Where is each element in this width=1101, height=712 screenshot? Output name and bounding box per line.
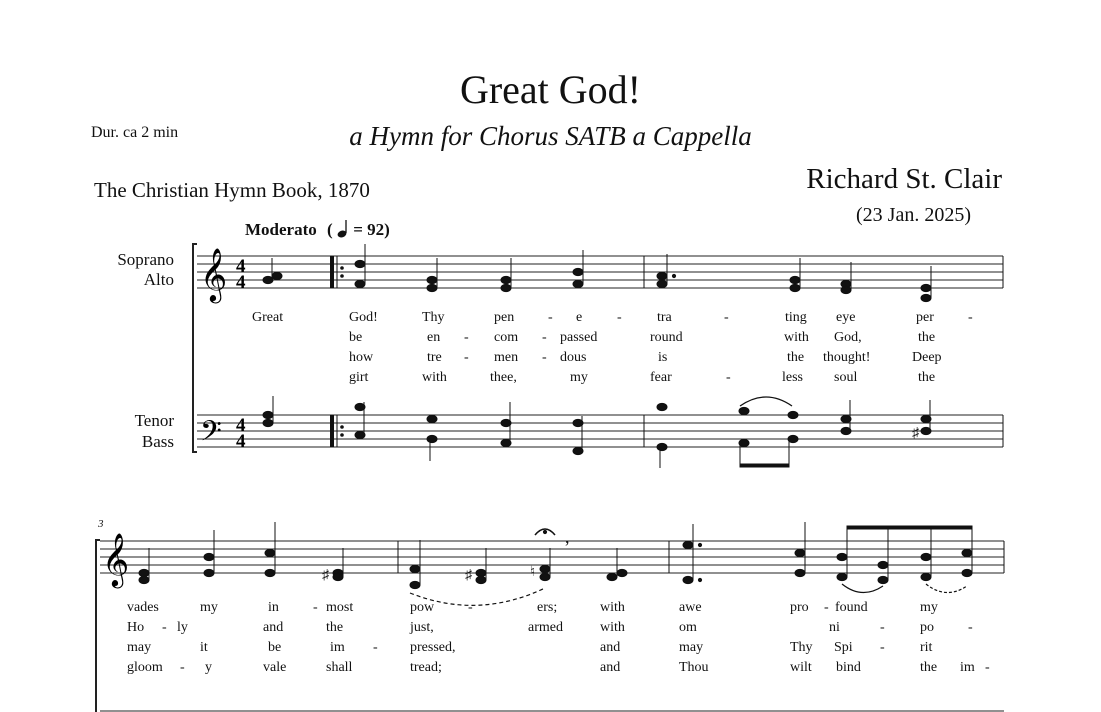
lyric-syllable: in	[268, 600, 279, 615]
lyric-syllable: my	[920, 600, 938, 615]
lyric-syllable: and	[600, 640, 621, 655]
lyric-syllable: armed	[528, 620, 563, 635]
piece-title: Great God!	[459, 67, 642, 112]
lyric-syllable: pen	[494, 310, 515, 325]
lyric-syllable: Thy	[422, 310, 445, 325]
lyric-syllable: tra	[657, 310, 672, 325]
lyric-syllable: with	[422, 370, 447, 385]
lyric-syllable: tread;	[410, 660, 442, 675]
lyric-syllable: my	[200, 600, 218, 615]
lyric-syllable: -	[880, 640, 885, 655]
lyric-syllable: how	[349, 350, 374, 365]
lyric-syllable: may	[679, 640, 704, 655]
lyric-syllable: it	[200, 640, 208, 655]
lyric-syllable: -	[162, 620, 167, 635]
time-sig-bottom: 4	[236, 272, 246, 293]
lyric-syllable: -	[617, 310, 622, 325]
lyric-syllable: -	[464, 330, 469, 345]
measure-number: 3	[98, 518, 104, 530]
lyric-syllable: the	[787, 350, 805, 365]
lyric-syllable: Ho	[127, 620, 145, 635]
lyric-syllable: girt	[349, 370, 369, 385]
lyric-syllable: and	[263, 620, 284, 635]
lyric-syllable: most	[326, 600, 354, 615]
lyric-syllable: with	[600, 620, 625, 635]
lyric-syllable: -	[313, 600, 318, 615]
lyric-syllable: bind	[836, 660, 861, 675]
lyric-syllable: ers;	[537, 600, 558, 615]
lyric-syllable: pow	[410, 600, 435, 615]
lyric-syllable: shall	[326, 660, 353, 675]
lyric-syllable: wilt	[790, 660, 812, 675]
repeat-barline	[330, 256, 344, 447]
lyric-syllable: -	[724, 310, 729, 325]
lyric-syllable: -	[880, 620, 885, 635]
time-sig-top: 4	[236, 256, 246, 277]
time-sig-top-bass: 4	[236, 415, 246, 436]
composition-date: (23 Jan. 2025)	[856, 204, 971, 226]
lyric-syllable: e	[576, 310, 583, 325]
lyric-syllable: vades	[127, 600, 159, 615]
lyric-syllable: is	[658, 350, 668, 365]
treble-notes	[263, 244, 931, 302]
svg-text:♯: ♯	[912, 426, 919, 441]
lyric-syllable: ting	[785, 310, 807, 325]
lyric-syllable: im	[960, 660, 975, 675]
treble-clef-icon: 𝄞	[200, 247, 228, 301]
lyric-syllable: be	[349, 330, 363, 345]
lyric-syllable: -	[985, 660, 990, 675]
lyric-syllable: may	[127, 640, 152, 655]
lyric-syllable: rit	[920, 640, 933, 655]
lyric-syllable: the	[918, 330, 936, 345]
lyric-syllable: passed	[560, 330, 598, 345]
lyric-syllable: Deep	[912, 350, 942, 365]
lyric-syllable: God!	[349, 310, 378, 325]
lyric-syllable: my	[570, 370, 588, 385]
bass-staff	[197, 415, 1003, 447]
lyric-syllable: Spi	[834, 640, 853, 655]
lyric-syllable: round	[650, 330, 683, 345]
lyric-syllable: pressed,	[410, 640, 456, 655]
composer-name: Richard St. Clair	[806, 163, 1002, 195]
lyric-syllable: -	[548, 310, 553, 325]
svg-text:♯: ♯	[465, 568, 472, 583]
lyric-syllable: and	[600, 660, 621, 675]
lyric-syllable: eye	[836, 310, 856, 325]
lyric-syllable: thought!	[823, 350, 871, 365]
lyric-syllable: with	[784, 330, 809, 345]
lyric-syllable: -	[726, 370, 731, 385]
lyric-syllable: Thou	[679, 660, 709, 675]
source-credit: The Christian Hymn Book, 1870	[94, 178, 370, 202]
lyric-syllable: men	[494, 350, 519, 365]
lyric-syllable: the	[920, 660, 938, 675]
system-bracket-2	[96, 540, 100, 712]
lyric-syllable: ni	[829, 620, 840, 635]
lyric-syllable: vale	[263, 660, 287, 675]
lyric-syllable: awe	[679, 600, 702, 615]
lyric-syllable: -	[542, 330, 547, 345]
lyric-syllable: per	[916, 310, 934, 325]
tempo-bpm: = 92)	[353, 220, 390, 239]
bass-clef-icon: 𝄢	[200, 415, 222, 455]
lyric-syllable: Great	[252, 310, 284, 325]
lyric-syllable: en	[427, 330, 441, 345]
lyric-syllable: -	[542, 350, 547, 365]
lyric-syllable: ly	[177, 620, 188, 635]
lyric-syllable: -	[968, 620, 973, 635]
tempo-label: Moderato	[245, 220, 317, 239]
lyric-syllable: the	[918, 370, 936, 385]
svg-text:,: ,	[565, 527, 570, 547]
piece-subtitle: a Hymn for Chorus SATB a Cappella	[349, 121, 752, 151]
lyric-syllable: im	[330, 640, 345, 655]
lyric-syllable: Thy	[790, 640, 813, 655]
svg-text:♮: ♮	[530, 565, 536, 580]
treble-notes-2	[139, 522, 972, 605]
lyric-syllable: com	[494, 330, 519, 345]
lyric-syllable: dous	[560, 350, 587, 365]
lyric-syllable: soul	[834, 370, 858, 385]
lyric-syllable: thee,	[490, 370, 517, 385]
lyric-syllable: -	[824, 600, 829, 615]
lyric-syllable: -	[468, 600, 473, 615]
lyric-syllable: with	[600, 600, 625, 615]
svg-text:♯: ♯	[322, 568, 329, 583]
bass-notes	[263, 396, 931, 468]
lyric-syllable: fear	[650, 370, 672, 385]
lyric-syllable: the	[326, 620, 344, 635]
time-sig-bottom-bass: 4	[236, 431, 246, 452]
system-bracket	[193, 244, 197, 452]
lyric-syllable: om	[679, 620, 697, 635]
lyric-syllable: be	[268, 640, 282, 655]
duration-note: Dur. ca 2 min	[91, 124, 179, 141]
lyric-syllable: less	[782, 370, 803, 385]
treble-staff	[197, 256, 1003, 288]
lyric-syllable: tre	[427, 350, 442, 365]
lyric-syllable: -	[180, 660, 185, 675]
lyric-syllable: -	[968, 310, 973, 325]
part-label-alto: Alto	[143, 270, 174, 289]
lyric-syllable: pro	[790, 600, 809, 615]
lyric-syllable: -	[373, 640, 378, 655]
lyric-syllable: -	[464, 350, 469, 365]
lyric-syllable: y	[205, 660, 212, 675]
lyric-syllable: found	[835, 600, 868, 615]
lyric-syllable: gloom	[127, 660, 163, 675]
part-label-bass: Bass	[141, 432, 174, 451]
lyric-syllable: God,	[834, 330, 862, 345]
lyric-syllable: po	[920, 620, 934, 635]
tempo-open-paren: (	[327, 220, 333, 239]
part-label-tenor: Tenor	[134, 411, 174, 430]
lyric-syllable: just,	[410, 620, 434, 635]
treble-clef-icon-2: 𝄞	[102, 532, 130, 586]
part-label-soprano: Soprano	[117, 250, 174, 269]
